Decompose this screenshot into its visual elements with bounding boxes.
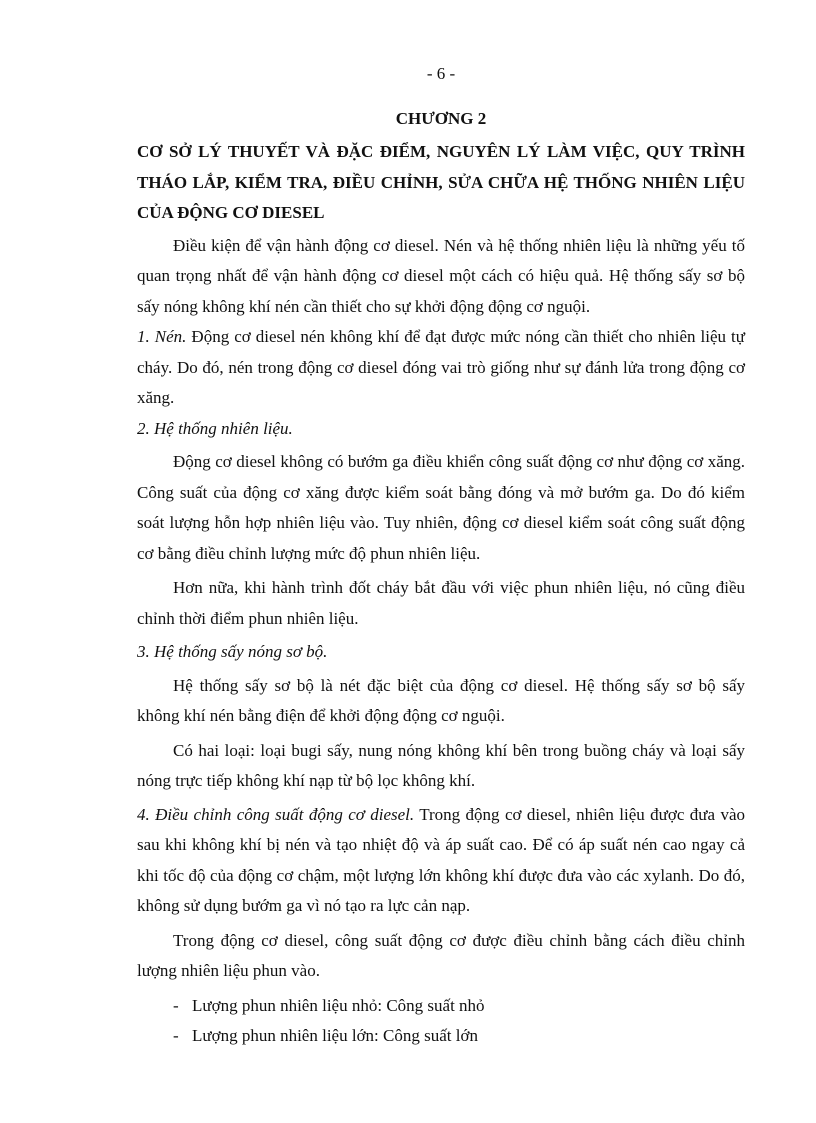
section-2-heading: 2. Hệ thống nhiên liệu. — [137, 418, 293, 438]
chapter-label: CHƯƠNG 2 — [395, 109, 487, 128]
section-3-paragraph-1: Hệ thống sấy sơ bộ là nét đặc biệt của động cơ diesel. Hệ thống sấy sơ bộ sấy không khí nén bằng điện để khởi động động cơ nguội. — [137, 675, 745, 725]
section-4-paragraph — [137, 800, 745, 922]
page-content — [137, 64, 745, 1052]
section-4-heading: 4. Điều chỉnh công suất động cơ diesel. — [137, 804, 415, 824]
power-list — [137, 991, 745, 1052]
section-2-paragraph-2: Hơn nữa, khi hành trình đốt cháy bắt đầu với việc phun nhiên liệu, nó cũng điều chỉnh thời điểm phun nhiên liệu. — [137, 578, 745, 628]
section-3-paragraph-2: Có hai loại: loại bugi sấy, nung nóng không khí bên trong buồng cháy và loại sấy nóng trực tiếp không khí nạp từ bộ lọc không khí. — [137, 740, 745, 790]
section-2-paragraph-1: Động cơ diesel không có bướm ga điều khiển công suất động cơ như động cơ xăng. Công suất của động cơ xăng được kiểm soát bằng đóng và mở bướm ga. Do đó kiểm soát lượng hỗn hợp nhiên liệu vào. Tuy nhiên, động cơ diesel kiểm soát công suất động cơ bằng điều chỉnh lượng mức độ phun nhiên liệu. — [137, 452, 745, 563]
list-item — [137, 991, 745, 1022]
section-4-text: Trong động cơ diesel, nhiên liệu được đưa vào sau khi không khí bị nén và tạo nhiệt độ và áp suất cao. Để có áp suất nén cao ngay cả khi tốc độ của động cơ chậm, một lượng lớn không khí được đưa vào các xylanh. Do đó, không sử dụng bướm ga vì nó tạo ra lực cản nạp. — [137, 804, 745, 915]
page-number: - 6 - — [426, 64, 456, 83]
section-4-paragraph-2: Trong động cơ diesel, công suất động cơ được điều chỉnh bằng cách điều chỉnh lượng nhiên liệu phun vào. — [137, 930, 745, 980]
list-item-text: Lượng phun nhiên liệu lớn: Công suất lớn — [192, 1026, 478, 1045]
section-1-text: Động cơ diesel nén không khí để đạt được mức nóng cần thiết cho nhiên liệu tự cháy. Do đó, nén trong động cơ diesel đóng vai trò giống như sự đánh lửa trong động cơ xăng. — [137, 327, 745, 407]
list-bullet: - — [173, 995, 179, 1015]
section-3-heading: 3. Hệ thống sấy nóng sơ bộ. — [137, 642, 328, 661]
list-bullet: - — [173, 1026, 179, 1045]
list-item — [137, 1021, 745, 1052]
section-1-heading: 1. Nén. — [137, 327, 187, 346]
list-item-text: Lượng phun nhiên liệu nhỏ: Công suất nhỏ — [192, 995, 485, 1015]
section-1-paragraph — [137, 322, 745, 414]
intro-paragraph: Điều kiện để vận hành động cơ diesel. Nén và hệ thống nhiên liệu là những yếu tố quan trọng nhất để vận hành động cơ diesel một cách có hiệu quả. Hệ thống sấy sơ bộ sấy nóng không khí nén cần thiết cho sự khởi động động cơ nguội. — [137, 235, 745, 316]
chapter-title: CƠ SỞ LÝ THUYẾT VÀ ĐẶC ĐIỂM, NGUYÊN LÝ LÀM VIỆC, QUY TRÌNH THÁO LẮP, KIỂM TRA, ĐIỀU CHỈNH, SỬA CHỮA HỆ THỐNG NHIÊN LIỆU CỦA ĐỘNG CƠ DIESEL — [137, 142, 745, 222]
